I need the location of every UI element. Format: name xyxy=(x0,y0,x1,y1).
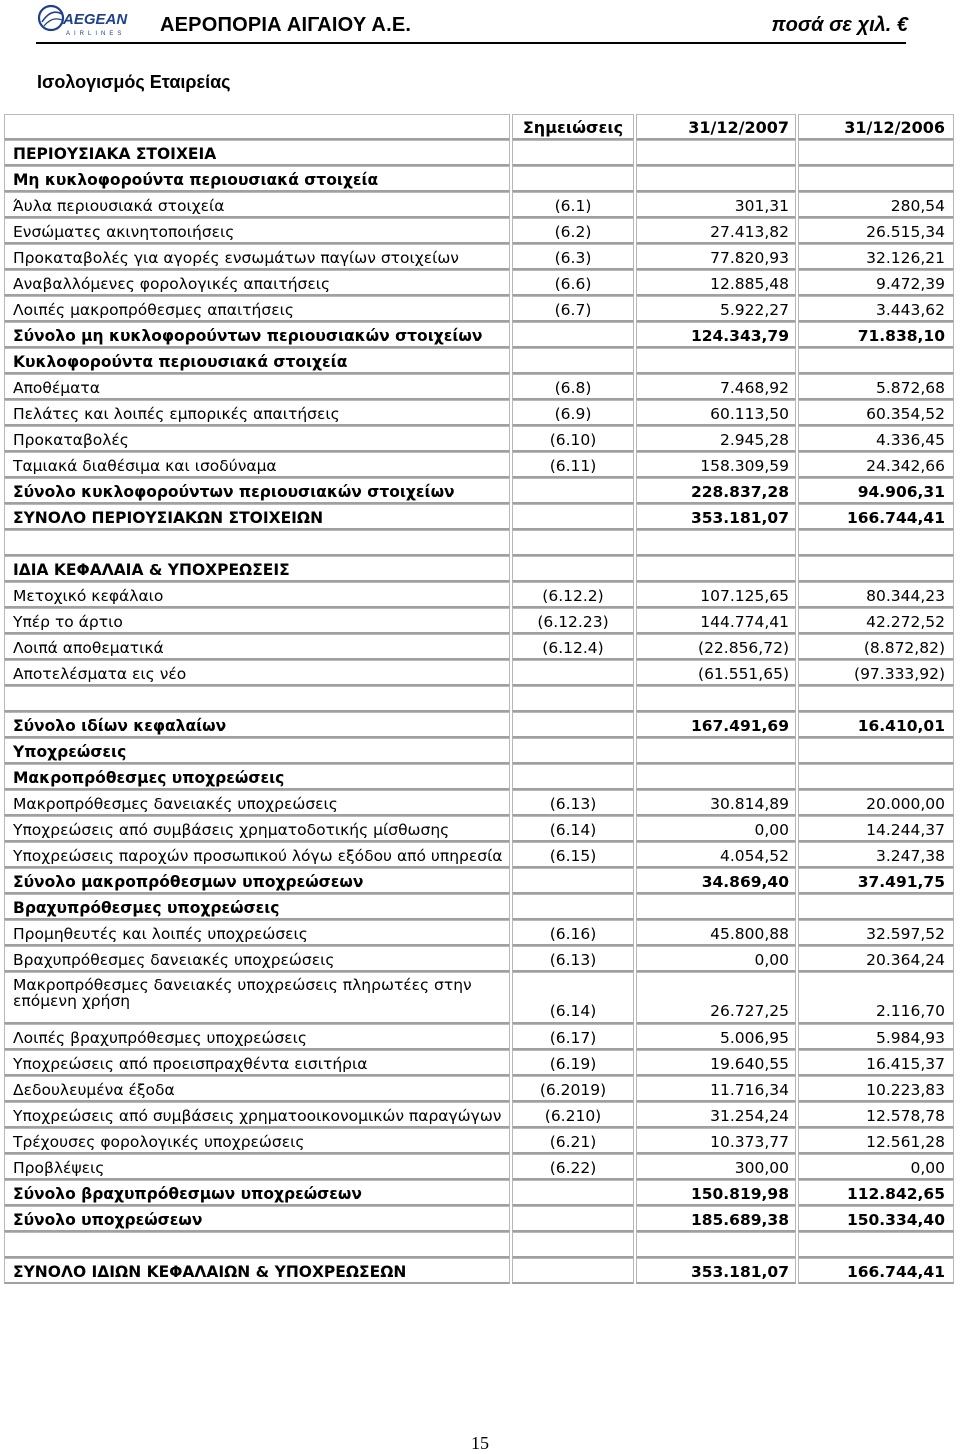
row-value-2006: (97.333,92) xyxy=(798,660,954,686)
aegean-logo xyxy=(36,4,128,40)
row-value-2006 xyxy=(798,894,954,920)
currency-note: ποσά σε χιλ. € xyxy=(771,14,908,36)
row-note: (6.12.4) xyxy=(512,634,634,660)
row-value-2007: 31.254,24 xyxy=(636,1102,796,1128)
row-value-2006: 16.415,37 xyxy=(798,1050,954,1076)
row-value-2006: 150.334,40 xyxy=(798,1206,954,1232)
row-note: (6.3) xyxy=(512,244,634,270)
row-value-2007: 12.885,48 xyxy=(636,270,796,296)
row-value-2007: 77.820,93 xyxy=(636,244,796,270)
row-value-2006: 5.984,93 xyxy=(798,1024,954,1050)
row-value-2006: 94.906,31 xyxy=(798,478,954,504)
row-note: (6.8) xyxy=(512,374,634,400)
row-label: Μετοχικό κεφάλαιο xyxy=(4,582,510,608)
row-value-2007: 10.373,77 xyxy=(636,1128,796,1154)
total-row xyxy=(0,894,960,920)
row-label: ΠΕΡΙΟΥΣΙΑΚΑ ΣΤΟΙΧΕΙΑ xyxy=(4,140,510,166)
row-value-2007: 124.343,79 xyxy=(636,322,796,348)
table-row xyxy=(0,608,960,634)
row-value-2006: 16.410,01 xyxy=(798,712,954,738)
row-label: Βραχυπρόθεσμες δανειακές υποχρεώσεις xyxy=(4,946,510,972)
row-value-2007: 7.468,92 xyxy=(636,374,796,400)
table-row xyxy=(0,1076,960,1102)
row-value-2006: 166.744,41 xyxy=(798,504,954,530)
total-row xyxy=(0,712,960,738)
row-label: Βραχυπρόθεσμες υποχρεώσεις xyxy=(4,894,510,920)
row-label: Σύνολο μακροπρόθεσμων υποχρεώσεων xyxy=(4,868,510,894)
table-row xyxy=(0,1024,960,1050)
table-row xyxy=(0,1050,960,1076)
row-label xyxy=(4,1232,510,1258)
table-row xyxy=(0,582,960,608)
table-row xyxy=(0,400,960,426)
page-number: 15 xyxy=(471,1433,489,1453)
row-value-2006: 4.336,45 xyxy=(798,426,954,452)
row-note xyxy=(512,764,634,790)
row-label: Τρέχουσες φορολογικές υποχρεώσεις xyxy=(4,1128,510,1154)
row-note: (6.13) xyxy=(512,790,634,816)
row-note xyxy=(512,348,634,374)
balance-sheet xyxy=(0,114,960,1284)
row-note: (6.11) xyxy=(512,452,634,478)
row-label: Μη κυκλοφορούντα περιουσιακά στοιχεία xyxy=(4,166,510,192)
row-note xyxy=(512,140,634,166)
row-value-2007: 45.800,88 xyxy=(636,920,796,946)
row-value-2006 xyxy=(798,738,954,764)
row-value-2007: 185.689,38 xyxy=(636,1206,796,1232)
row-label: ΙΔΙΑ ΚΕΦΑΛΑΙΑ & ΥΠΟΧΡΕΩΣΕΙΣ xyxy=(4,556,510,582)
row-note xyxy=(512,530,634,556)
row-value-2007: 60.113,50 xyxy=(636,400,796,426)
row-label: Κυκλοφορούντα περιουσιακά στοιχεία xyxy=(4,348,510,374)
row-label: Σύνολο κυκλοφορούντων περιουσιακών στοιχείων xyxy=(4,478,510,504)
row-value-2007: 5.922,27 xyxy=(636,296,796,322)
row-value-2006: 166.744,41 xyxy=(798,1258,954,1284)
row-label xyxy=(4,686,510,712)
row-note xyxy=(512,712,634,738)
row-note: (6.16) xyxy=(512,920,634,946)
row-note xyxy=(512,1258,634,1284)
row-value-2007 xyxy=(636,530,796,556)
header-label-cell xyxy=(4,114,510,140)
row-value-2007 xyxy=(636,348,796,374)
row-value-2006 xyxy=(798,530,954,556)
row-value-2006: 112.842,65 xyxy=(798,1180,954,1206)
row-note: (6.10) xyxy=(512,426,634,452)
table-row xyxy=(0,920,960,946)
row-label: Προμηθευτές και λοιπές υποχρεώσεις xyxy=(4,920,510,946)
row-value-2006: 32.126,21 xyxy=(798,244,954,270)
row-note xyxy=(512,1232,634,1258)
row-value-2007: 27.413,82 xyxy=(636,218,796,244)
row-label: Αναβαλλόμενες φορολογικές απαιτήσεις xyxy=(4,270,510,296)
row-value-2007: 353.181,07 xyxy=(636,504,796,530)
year-2007-header: 31/12/2007 xyxy=(636,114,796,140)
table-row xyxy=(0,790,960,816)
row-value-2007: 26.727,25 xyxy=(636,972,796,1024)
row-value-2007: 34.869,40 xyxy=(636,868,796,894)
row-note xyxy=(512,478,634,504)
row-value-2006 xyxy=(798,140,954,166)
row-value-2007 xyxy=(636,140,796,166)
row-label: Υπέρ το άρτιο xyxy=(4,608,510,634)
row-label: Δεδουλευμένα έξοδα xyxy=(4,1076,510,1102)
row-note: (6.7) xyxy=(512,296,634,322)
row-value-2006: 14.244,37 xyxy=(798,816,954,842)
row-value-2006: 12.561,28 xyxy=(798,1128,954,1154)
row-label: Ταμιακά διαθέσιμα και ισοδύναμα xyxy=(4,452,510,478)
notes-header: Σημειώσεις xyxy=(512,114,634,140)
page-header xyxy=(0,0,960,44)
row-value-2007: 19.640,55 xyxy=(636,1050,796,1076)
row-value-2007: 2.945,28 xyxy=(636,426,796,452)
row-label: Μακροπρόθεσμες υποχρεώσεις xyxy=(4,764,510,790)
row-value-2007 xyxy=(636,1232,796,1258)
row-label: Μακροπρόθεσμες δανειακές υποχρεώσεις xyxy=(4,790,510,816)
row-label: ΣΥΝΟΛΟ ΙΔΙΩΝ ΚΕΦΑΛΑΙΩΝ & ΥΠΟΧΡΕΩΣΕΩΝ xyxy=(4,1258,510,1284)
row-note xyxy=(512,686,634,712)
row-note xyxy=(512,504,634,530)
row-value-2007 xyxy=(636,686,796,712)
row-label: Ενσώματες ακινητοποιήσεις xyxy=(4,218,510,244)
table-row xyxy=(0,1154,960,1180)
total-row xyxy=(0,140,960,166)
row-value-2006 xyxy=(798,166,954,192)
row-value-2007: 167.491,69 xyxy=(636,712,796,738)
row-note: (6.14) xyxy=(512,972,634,1024)
row-value-2007: 30.814,89 xyxy=(636,790,796,816)
table-row xyxy=(0,816,960,842)
table-row xyxy=(0,1102,960,1128)
row-label: Λοιπές βραχυπρόθεσμες υποχρεώσεις xyxy=(4,1024,510,1050)
row-label: Σύνολο υποχρεώσεων xyxy=(4,1206,510,1232)
row-note: (6.15) xyxy=(512,842,634,868)
row-value-2006: 32.597,52 xyxy=(798,920,954,946)
header-rule xyxy=(36,42,906,44)
row-value-2007: (61.551,65) xyxy=(636,660,796,686)
logo-subtext: AIRLINES xyxy=(66,31,126,37)
row-value-2006: 3.443,62 xyxy=(798,296,954,322)
row-value-2007: 0,00 xyxy=(636,946,796,972)
row-note: (6.210) xyxy=(512,1102,634,1128)
row-value-2007: 11.716,34 xyxy=(636,1076,796,1102)
column-header-row xyxy=(0,114,960,140)
row-note xyxy=(512,868,634,894)
row-value-2006: 71.838,10 xyxy=(798,322,954,348)
row-value-2007: 4.054,52 xyxy=(636,842,796,868)
row-note: (6.17) xyxy=(512,1024,634,1050)
row-note: (6.6) xyxy=(512,270,634,296)
table-row xyxy=(0,296,960,322)
total-row xyxy=(0,1206,960,1232)
total-row xyxy=(0,322,960,348)
row-value-2006 xyxy=(798,1232,954,1258)
company-name: ΑΕΡΟΠΟΡΙΑ ΑΙΓΑΙΟΥ Α.Ε. xyxy=(160,14,412,36)
table-row xyxy=(0,946,960,972)
row-value-2007 xyxy=(636,166,796,192)
row-note xyxy=(512,738,634,764)
row-label: Υποχρεώσεις από προεισπραχθέντα εισιτήρια xyxy=(4,1050,510,1076)
row-value-2006: (8.872,82) xyxy=(798,634,954,660)
row-value-2006: 10.223,83 xyxy=(798,1076,954,1102)
row-label: ΣΥΝΟΛΟ ΠΕΡΙΟΥΣΙΑΚΩΝ ΣΤΟΙΧΕΙΩΝ xyxy=(4,504,510,530)
row-label: Λοιπά αποθεματικά xyxy=(4,634,510,660)
total-row xyxy=(0,166,960,192)
row-value-2007: 353.181,07 xyxy=(636,1258,796,1284)
row-value-2007 xyxy=(636,556,796,582)
table-row xyxy=(0,660,960,686)
row-label: Μακροπρόθεσμες δανειακές υποχρεώσεις πληρωτέες στην επόμενη χρήση xyxy=(4,972,510,1024)
row-value-2006: 12.578,78 xyxy=(798,1102,954,1128)
table-row xyxy=(0,972,960,1024)
row-note: (6.1) xyxy=(512,192,634,218)
row-value-2006: 5.872,68 xyxy=(798,374,954,400)
spacer-row xyxy=(0,1232,960,1258)
row-value-2006: 9.472,39 xyxy=(798,270,954,296)
row-value-2006: 37.491,75 xyxy=(798,868,954,894)
table-row xyxy=(0,426,960,452)
row-note: (6.14) xyxy=(512,816,634,842)
row-value-2006: 2.116,70 xyxy=(798,972,954,1024)
row-value-2006 xyxy=(798,556,954,582)
row-label: Σύνολο βραχυπρόθεσμων υποχρεώσεων xyxy=(4,1180,510,1206)
table-row xyxy=(0,374,960,400)
spacer-row xyxy=(0,686,960,712)
row-label: Αποτελέσματα εις νέο xyxy=(4,660,510,686)
row-note xyxy=(512,660,634,686)
row-label: Προβλέψεις xyxy=(4,1154,510,1180)
year-2006-header: 31/12/2006 xyxy=(798,114,954,140)
row-value-2007 xyxy=(636,764,796,790)
row-value-2007: 158.309,59 xyxy=(636,452,796,478)
page-title: Ισολογισμός Εταιρείας xyxy=(37,72,231,92)
row-note xyxy=(512,166,634,192)
table-row xyxy=(0,218,960,244)
row-value-2006: 280,54 xyxy=(798,192,954,218)
row-value-2007 xyxy=(636,738,796,764)
table-row xyxy=(0,1128,960,1154)
row-note xyxy=(512,322,634,348)
total-row xyxy=(0,348,960,374)
row-label: Άυλα περιουσιακά στοιχεία xyxy=(4,192,510,218)
row-value-2006: 24.342,66 xyxy=(798,452,954,478)
row-label: Υποχρεώσεις από συμβάσεις χρηματοοικονομικών παραγώγων xyxy=(4,1102,510,1128)
row-label xyxy=(4,530,510,556)
row-note xyxy=(512,556,634,582)
row-label: Σύνολο ιδίων κεφαλαίων xyxy=(4,712,510,738)
table-row xyxy=(0,192,960,218)
row-value-2007: 5.006,95 xyxy=(636,1024,796,1050)
table-row xyxy=(0,270,960,296)
row-label: Υποχρεώσεις από συμβάσεις χρηματοδοτικής μίσθωσης xyxy=(4,816,510,842)
row-value-2006: 26.515,34 xyxy=(798,218,954,244)
row-note: (6.2019) xyxy=(512,1076,634,1102)
row-value-2007: 301,31 xyxy=(636,192,796,218)
row-value-2006: 20.364,24 xyxy=(798,946,954,972)
row-note: (6.12.23) xyxy=(512,608,634,634)
row-note xyxy=(512,1180,634,1206)
row-label: Προκαταβολές xyxy=(4,426,510,452)
row-note: (6.21) xyxy=(512,1128,634,1154)
row-value-2006: 42.272,52 xyxy=(798,608,954,634)
row-value-2007: (22.856,72) xyxy=(636,634,796,660)
row-value-2007 xyxy=(636,894,796,920)
table-row xyxy=(0,634,960,660)
total-row xyxy=(0,738,960,764)
row-note: (6.19) xyxy=(512,1050,634,1076)
spacer-row xyxy=(0,530,960,556)
row-value-2006 xyxy=(798,348,954,374)
row-label: Υποχρεώσεις παροχών προσωπικού λόγω εξόδου από υπηρεσία xyxy=(4,842,510,868)
row-value-2006 xyxy=(798,686,954,712)
row-value-2006: 3.247,38 xyxy=(798,842,954,868)
row-note: (6.22) xyxy=(512,1154,634,1180)
row-value-2007: 228.837,28 xyxy=(636,478,796,504)
row-label: Λοιπές μακροπρόθεσμες απαιτήσεις xyxy=(4,296,510,322)
row-label: Πελάτες και λοιπές εμπορικές απαιτήσεις xyxy=(4,400,510,426)
row-label: Προκαταβολές για αγορές ενσωμάτων παγίων στοιχείων xyxy=(4,244,510,270)
row-note: (6.13) xyxy=(512,946,634,972)
logo-wordmark: AEGEAN xyxy=(63,11,128,28)
balance-sheet-rows xyxy=(0,140,960,1284)
row-label: Σύνολο μη κυκλοφορούντων περιουσιακών στοιχείων xyxy=(4,322,510,348)
total-row xyxy=(0,868,960,894)
table-row xyxy=(0,244,960,270)
total-row xyxy=(0,764,960,790)
total-row xyxy=(0,504,960,530)
total-row xyxy=(0,478,960,504)
total-row xyxy=(0,1258,960,1284)
row-value-2006: 20.000,00 xyxy=(798,790,954,816)
row-value-2006 xyxy=(798,764,954,790)
row-value-2007: 144.774,41 xyxy=(636,608,796,634)
row-note: (6.2) xyxy=(512,218,634,244)
row-label: Αποθέματα xyxy=(4,374,510,400)
row-label: Υποχρεώσεις xyxy=(4,738,510,764)
row-value-2006: 0,00 xyxy=(798,1154,954,1180)
row-value-2007: 150.819,98 xyxy=(636,1180,796,1206)
row-note xyxy=(512,1206,634,1232)
row-note xyxy=(512,894,634,920)
row-note: (6.12.2) xyxy=(512,582,634,608)
row-value-2007: 0,00 xyxy=(636,816,796,842)
row-value-2007: 300,00 xyxy=(636,1154,796,1180)
row-value-2006: 60.354,52 xyxy=(798,400,954,426)
total-row xyxy=(0,556,960,582)
row-value-2006: 80.344,23 xyxy=(798,582,954,608)
row-value-2007: 107.125,65 xyxy=(636,582,796,608)
table-row xyxy=(0,842,960,868)
total-row xyxy=(0,1180,960,1206)
row-note: (6.9) xyxy=(512,400,634,426)
table-row xyxy=(0,452,960,478)
